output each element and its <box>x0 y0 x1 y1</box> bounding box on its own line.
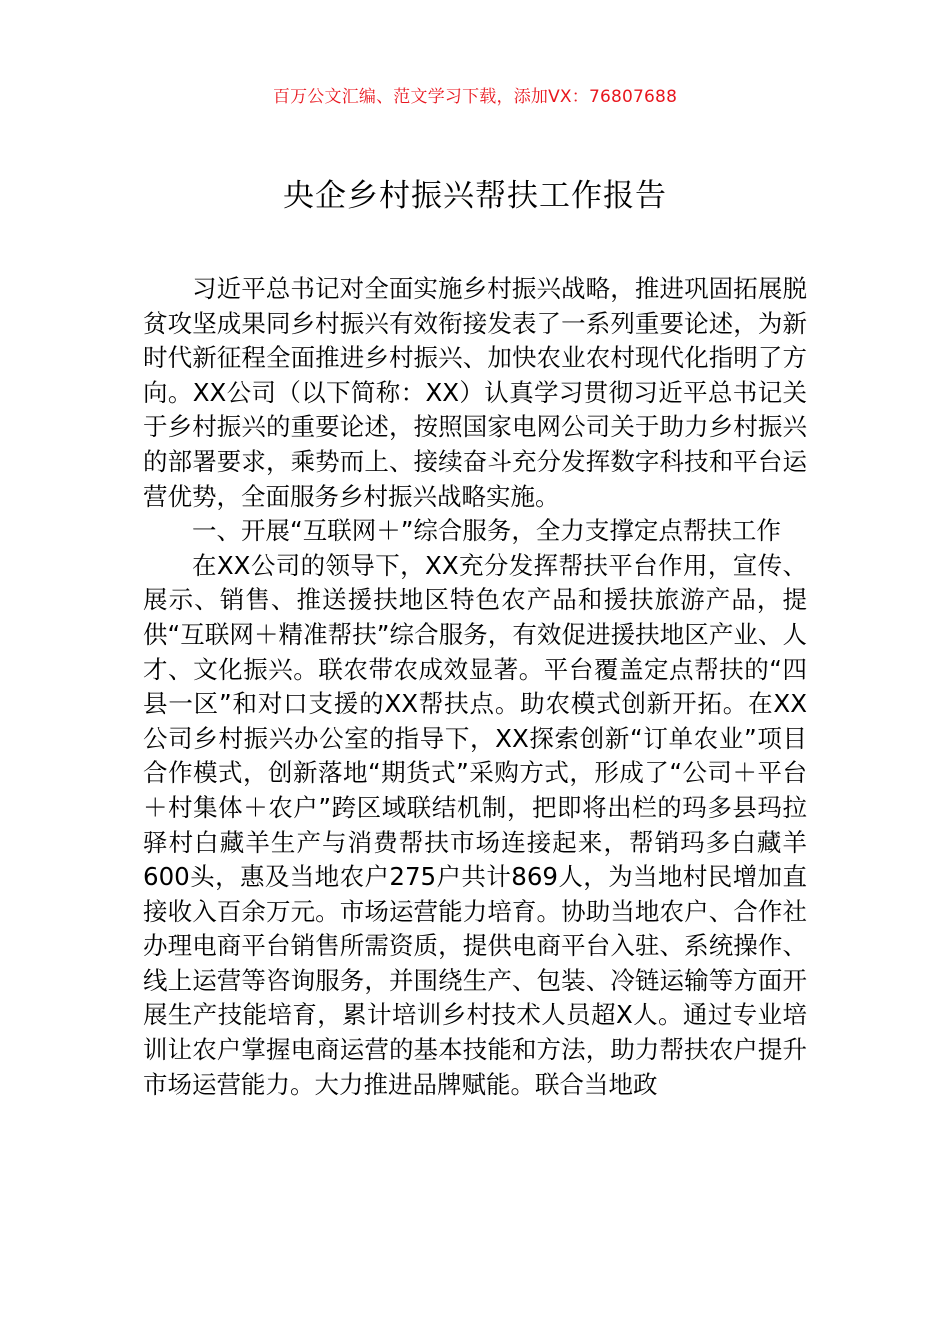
document-body <box>143 272 807 1102</box>
header-promo-note: 百万公文汇编、范文学习下载，添加VX：76807688 <box>272 87 678 107</box>
section-1-paragraph: 在XX公司的领导下，XX充分发挥帮扶平台作用，宣传、展示、销售、推送援扶地区特色农产品和援扶旅游产品，提供“互联网＋精准帮扶”综合服务，有效促进援扶地区产业、人才、文化振兴。联农带农成效显著。平台覆盖定点帮扶的“四县一区”和对口支援的XX帮扶点。助农模式创新开拓。在XX公司乡村振兴办公室的指导下，XX探索创新“订单农业”项目合作模式，创新落地“期货式”采购方式，形成了“公司＋平台＋村集体＋农户”跨区域联结机制，把即将出栏的玛多县玛拉驿村白藏羊生产与消费帮扶市场连接起来，帮销玛多白藏羊600头，惠及当地农户275户共计869人，为当地村民增加直接收入百余万元。市场运营能力培育。协助当地农户、合作社办理电商平台销售所需资质，提供电商平台入驻、系统操作、线上运营等咨询服务，并围绕生产、包装、冷链运输等方面开展生产技能培育，累计培训乡村技术人员超X人。通过专业培训让农户掌握电商运营的基本技能和方法，助力帮扶农户提升市场运营能力。大力推进品牌赋能。联合当地政 <box>143 550 807 1099</box>
intro-paragraph: 习近平总书记对全面实施乡村振兴战略，推进巩固拓展脱贫攻坚成果同乡村振兴有效衔接发表了一系列重要论述，为新时代新征程全面推进乡村振兴、加快农业农村现代化指明了方向。XX公司（以下简称：XX）认真学习贯彻习近平总书记关于乡村振兴的重要论述，按照国家电网公司关于助力乡村振兴的部署要求，乘势而上、接续奋斗充分发挥数字科技和平台运营优势，全面服务乡村振兴战略实施。 <box>143 274 807 511</box>
section-heading-1: 一、开展“互联网＋”综合服务，全力支撑定点帮扶工作 <box>192 516 781 546</box>
document-title: 央企乡村振兴帮扶工作报告 <box>283 178 667 214</box>
